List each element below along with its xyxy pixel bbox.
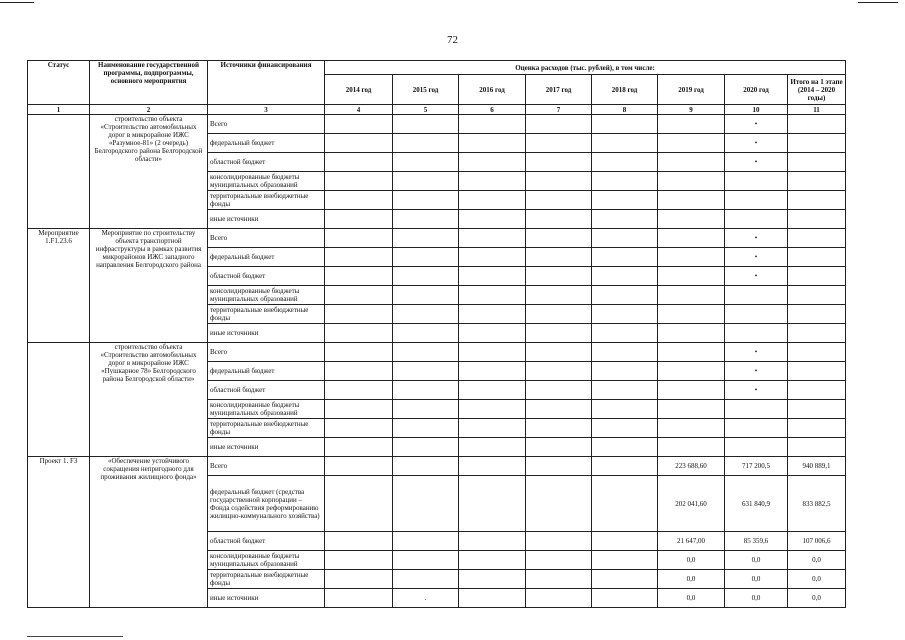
value-cell [459, 343, 526, 362]
value-cell [592, 210, 658, 229]
value-cell [526, 551, 592, 570]
value-cell [788, 286, 846, 305]
value-cell: • [725, 267, 788, 286]
funding-source: консолидированные бюджеты муниципальных образований [208, 286, 325, 305]
value-cell [325, 400, 393, 419]
value-cell: 0,0 [658, 551, 725, 570]
value-cell [725, 419, 788, 438]
value-cell [592, 324, 658, 343]
value-cell [788, 381, 846, 400]
row-status: Проект 1. F3 [28, 457, 90, 608]
funding-source: консолидированные бюджеты муниципальных образований [208, 551, 325, 570]
value-cell [325, 324, 393, 343]
value-cell: 223 688,60 [658, 457, 725, 476]
column-number-2: 2 [90, 105, 208, 115]
value-cell [325, 115, 393, 134]
value-cell [459, 153, 526, 172]
value-cell: • [725, 229, 788, 248]
value-cell [325, 229, 393, 248]
header-year-8: Итого на 1 этапе (2014 – 2020 годы) [788, 75, 846, 105]
value-cell: 107 006,6 [788, 532, 846, 551]
value-cell [459, 229, 526, 248]
value-cell [658, 267, 725, 286]
value-cell: 833 882,5 [788, 476, 846, 532]
value-cell [592, 532, 658, 551]
value-cell [658, 305, 725, 324]
column-number-6: 6 [459, 105, 526, 115]
value-cell [592, 438, 658, 457]
value-cell [526, 400, 592, 419]
value-cell [592, 381, 658, 400]
value-cell [393, 476, 459, 532]
value-cell [393, 172, 459, 191]
value-cell [526, 305, 592, 324]
value-cell [459, 172, 526, 191]
funding-source: федеральный бюджет [208, 362, 325, 381]
row-name: строительство объекта «Строительство автомобильных дорог в микрорайоне ИЖС «Пушкарное 78» Белгородского района Белгородской области» [90, 343, 208, 457]
value-cell [526, 153, 592, 172]
value-cell [592, 134, 658, 153]
value-cell [788, 210, 846, 229]
table-row [28, 343, 846, 362]
value-cell [725, 286, 788, 305]
funding-source: территориальные внебюджетные фонды [208, 191, 325, 210]
value-cell [592, 191, 658, 210]
value-cell [592, 305, 658, 324]
header-name: Наименование государственной программы, подпрограммы, основного мероприятия [90, 61, 208, 105]
value-cell [526, 210, 592, 229]
column-number-7: 7 [526, 105, 592, 115]
value-cell [325, 134, 393, 153]
column-number-11: 11 [788, 105, 846, 115]
value-cell [325, 532, 393, 551]
value-cell: • [725, 362, 788, 381]
value-cell: • [725, 381, 788, 400]
value-cell: 202 041,60 [658, 476, 725, 532]
value-cell [393, 305, 459, 324]
value-cell [459, 570, 526, 589]
column-number-8: 8 [592, 105, 658, 115]
value-cell [393, 419, 459, 438]
value-cell: 0,0 [658, 589, 725, 608]
value-cell [325, 551, 393, 570]
value-cell [526, 589, 592, 608]
value-cell [526, 362, 592, 381]
value-cell [788, 438, 846, 457]
value-cell [459, 115, 526, 134]
value-cell [325, 172, 393, 191]
funding-source: территориальные внебюджетные фонды [208, 419, 325, 438]
value-cell [592, 172, 658, 191]
value-cell [459, 381, 526, 400]
value-cell [325, 362, 393, 381]
value-cell [459, 286, 526, 305]
value-cell [526, 115, 592, 134]
value-cell [658, 400, 725, 419]
value-cell [526, 343, 592, 362]
value-cell [459, 457, 526, 476]
top-rule-left [0, 2, 34, 3]
value-cell [788, 229, 846, 248]
funding-source: Всего [208, 457, 325, 476]
value-cell [592, 248, 658, 267]
column-number-3: 3 [208, 105, 325, 115]
value-cell [592, 362, 658, 381]
value-cell [325, 381, 393, 400]
column-number-5: 5 [393, 105, 459, 115]
value-cell [526, 229, 592, 248]
value-cell [658, 153, 725, 172]
header-year-7: 2020 год [725, 75, 788, 105]
value-cell [592, 286, 658, 305]
header-status: Статус [28, 61, 90, 105]
value-cell [459, 589, 526, 608]
value-cell [658, 343, 725, 362]
funding-source: областной бюджет [208, 267, 325, 286]
value-cell [526, 457, 592, 476]
value-cell [459, 267, 526, 286]
value-cell [788, 324, 846, 343]
value-cell [393, 229, 459, 248]
value-cell: . [393, 589, 459, 608]
value-cell [325, 191, 393, 210]
funding-source: Всего [208, 229, 325, 248]
value-cell: • [725, 248, 788, 267]
value-cell [526, 191, 592, 210]
value-cell [459, 324, 526, 343]
value-cell [325, 343, 393, 362]
value-cell [725, 210, 788, 229]
funding-source: областной бюджет [208, 532, 325, 551]
value-cell [393, 210, 459, 229]
value-cell [459, 248, 526, 267]
value-cell [788, 400, 846, 419]
value-cell: • [725, 134, 788, 153]
value-cell [393, 267, 459, 286]
value-cell [658, 362, 725, 381]
value-cell [592, 343, 658, 362]
value-cell [459, 551, 526, 570]
value-cell [788, 362, 846, 381]
value-cell [788, 115, 846, 134]
header-estimate: Оценка расходов (тыс. рублей), в том числе: [325, 61, 846, 75]
value-cell: 0,0 [725, 589, 788, 608]
row-status [28, 343, 90, 457]
value-cell [788, 267, 846, 286]
value-cell: 0,0 [788, 551, 846, 570]
row-status [28, 115, 90, 229]
value-cell [526, 324, 592, 343]
column-number-9: 9 [658, 105, 725, 115]
value-cell [725, 400, 788, 419]
value-cell [526, 172, 592, 191]
value-cell [393, 438, 459, 457]
funding-source: областной бюджет [208, 153, 325, 172]
value-cell [325, 286, 393, 305]
funding-source: федеральный бюджет [208, 134, 325, 153]
value-cell [459, 191, 526, 210]
value-cell [725, 191, 788, 210]
funding-source: Всего [208, 343, 325, 362]
value-cell [592, 589, 658, 608]
value-cell [788, 191, 846, 210]
value-cell [393, 457, 459, 476]
table-row [28, 115, 846, 134]
funding-source: иные источники [208, 438, 325, 457]
header-sources: Источники финансирования [208, 61, 325, 105]
value-cell: 940 889,1 [788, 457, 846, 476]
value-cell [526, 570, 592, 589]
value-cell: 85 359,6 [725, 532, 788, 551]
value-cell [592, 115, 658, 134]
value-cell [459, 134, 526, 153]
value-cell [393, 343, 459, 362]
value-cell [325, 457, 393, 476]
value-cell: • [725, 115, 788, 134]
value-cell: • [725, 343, 788, 362]
value-cell [325, 153, 393, 172]
value-cell [658, 286, 725, 305]
row-name: «Обеспечение устойчивого сокращения непригодного для проживания жилищного фонда» [90, 457, 208, 608]
value-cell [725, 324, 788, 343]
value-cell [459, 210, 526, 229]
value-cell [592, 457, 658, 476]
value-cell [393, 570, 459, 589]
value-cell [393, 134, 459, 153]
value-cell [592, 551, 658, 570]
funding-source: иные источники [208, 210, 325, 229]
value-cell [592, 476, 658, 532]
value-cell [658, 210, 725, 229]
funding-source: областной бюджет [208, 381, 325, 400]
funding-source: федеральный бюджет [208, 248, 325, 267]
value-cell [526, 134, 592, 153]
value-cell: 0,0 [658, 570, 725, 589]
column-number-4: 4 [325, 105, 393, 115]
value-cell [459, 419, 526, 438]
value-cell [658, 324, 725, 343]
value-cell [325, 305, 393, 324]
value-cell [393, 248, 459, 267]
value-cell [592, 400, 658, 419]
value-cell [658, 419, 725, 438]
value-cell [526, 286, 592, 305]
value-cell [325, 248, 393, 267]
header-year-3: 2016 год [459, 75, 526, 105]
value-cell [788, 172, 846, 191]
value-cell [459, 400, 526, 419]
value-cell [393, 362, 459, 381]
value-cell [325, 438, 393, 457]
value-cell [658, 381, 725, 400]
value-cell [526, 438, 592, 457]
header-year-1: 2014 год [325, 75, 393, 105]
row-name: строительство объекта «Строительство автомобильных дорог в микрорайоне ИЖС «Разумное-81» (2 очередь) Белгородского района Белгородской области» [90, 115, 208, 229]
value-cell [325, 570, 393, 589]
value-cell [526, 419, 592, 438]
value-cell [788, 305, 846, 324]
value-cell [325, 267, 393, 286]
funding-source: Всего [208, 115, 325, 134]
value-cell [658, 191, 725, 210]
value-cell [459, 362, 526, 381]
column-number-10: 10 [725, 105, 788, 115]
header-year-4: 2017 год [526, 75, 592, 105]
value-cell [592, 267, 658, 286]
funding-source: территориальные внебюджетные фонды [208, 305, 325, 324]
value-cell: 717 200,5 [725, 457, 788, 476]
value-cell: 0,0 [725, 570, 788, 589]
value-cell [788, 248, 846, 267]
value-cell [325, 419, 393, 438]
value-cell [526, 267, 592, 286]
value-cell [393, 551, 459, 570]
budget-table [27, 60, 846, 608]
value-cell [658, 229, 725, 248]
funding-source: консолидированные бюджеты муниципальных образований [208, 172, 325, 191]
value-cell [658, 248, 725, 267]
value-cell: 21 647,00 [658, 532, 725, 551]
header-year-2: 2015 год [393, 75, 459, 105]
value-cell [788, 153, 846, 172]
value-cell [393, 400, 459, 419]
header-year-5: 2018 год [592, 75, 658, 105]
value-cell [526, 248, 592, 267]
value-cell [788, 419, 846, 438]
table-row [28, 457, 846, 476]
value-cell [592, 570, 658, 589]
row-status: Мероприятие 1.F1.23.6 [28, 229, 90, 343]
value-cell [459, 305, 526, 324]
value-cell [592, 153, 658, 172]
header-year-6: 2019 год [658, 75, 725, 105]
value-cell [788, 343, 846, 362]
value-cell: • [725, 153, 788, 172]
row-name: Мероприятие по строительству объекта транспортной инфраструктуры в рамках развития микрорайонов ИЖС западного направления Белгородского района [90, 229, 208, 343]
value-cell [393, 381, 459, 400]
value-cell [459, 476, 526, 532]
value-cell [526, 476, 592, 532]
value-cell [459, 532, 526, 551]
value-cell [325, 589, 393, 608]
page-number: 72 [447, 34, 458, 46]
value-cell [592, 419, 658, 438]
value-cell [393, 324, 459, 343]
value-cell [325, 210, 393, 229]
value-cell [658, 115, 725, 134]
value-cell [658, 438, 725, 457]
bottom-rule [27, 636, 123, 637]
table-row [28, 229, 846, 248]
value-cell [725, 172, 788, 191]
funding-source: территориальные внебюджетные фонды [208, 570, 325, 589]
value-cell [325, 476, 393, 532]
funding-source: иные источники [208, 324, 325, 343]
value-cell [658, 172, 725, 191]
value-cell [393, 532, 459, 551]
funding-source: федеральный бюджет (средства государственной корпорации – Фонда содействия реформированию жилищно-коммунального хозяйства) [208, 476, 325, 532]
value-cell: 631 840,9 [725, 476, 788, 532]
value-cell [788, 134, 846, 153]
value-cell [393, 153, 459, 172]
value-cell [393, 191, 459, 210]
value-cell: 0,0 [725, 551, 788, 570]
value-cell [592, 229, 658, 248]
funding-source: консолидированные бюджеты муниципальных образований [208, 400, 325, 419]
value-cell [459, 438, 526, 457]
value-cell [526, 532, 592, 551]
value-cell [526, 381, 592, 400]
value-cell [393, 286, 459, 305]
value-cell: 0,0 [788, 570, 846, 589]
column-number-1: 1 [28, 105, 90, 115]
value-cell [725, 305, 788, 324]
value-cell [658, 134, 725, 153]
value-cell [725, 438, 788, 457]
top-rule-right [858, 2, 898, 3]
value-cell: 0,0 [788, 589, 846, 608]
value-cell [393, 115, 459, 134]
funding-source: иные источники [208, 589, 325, 608]
